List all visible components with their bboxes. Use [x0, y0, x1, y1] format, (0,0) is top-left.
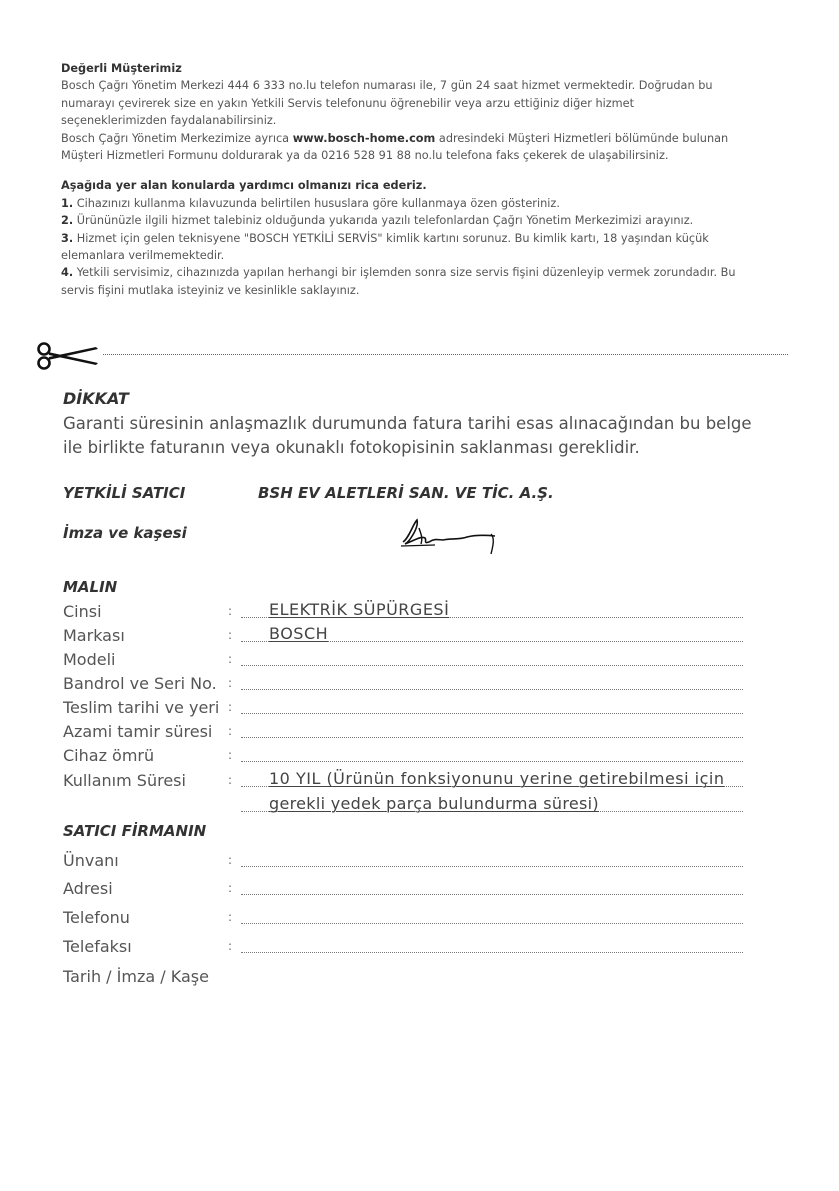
- field-label: Cihaz ömrü: [63, 746, 155, 765]
- field-blank[interactable]: [241, 761, 743, 762]
- signature: [395, 514, 505, 566]
- field-label: Adresi: [63, 879, 113, 898]
- notice-heading: Değerli Müşterimiz: [61, 62, 182, 75]
- help-item-2: 2. Ürününüzle ilgili hizmet talebiniz olduğunda yukarıda yazılı telefonlardan Çağrı Yönetim Merkezimizi arayınız.: [61, 214, 694, 228]
- field-unvani: Ünvanı :: [63, 851, 743, 875]
- field-blank[interactable]: [241, 737, 743, 738]
- field-label: Ünvanı: [63, 851, 119, 870]
- field-blank[interactable]: [241, 894, 743, 895]
- help-heading: Aşağıda yer alan konularda yardımcı olmanızı rica ederiz.: [61, 179, 427, 193]
- notice-paragraph-2: [61, 130, 739, 165]
- field-value[interactable]: 10 YIL (Ürünün fonksiyonunu yerine getirebilmesi için: [269, 769, 725, 788]
- field-label: Modeli: [63, 650, 116, 669]
- field-label: Kullanım Süresi: [63, 771, 186, 790]
- field-modeli: Modeli :: [63, 650, 743, 674]
- signature-label: İmza ve kaşesi: [63, 524, 187, 542]
- website-link[interactable]: www.bosch-home.com: [292, 131, 436, 145]
- notice-paragraph-1: Bosch Çağrı Yönetim Merkezi 444 6 333 no.lu telefon numarası ile, 7 gün 24 saat hizmet vermektedir. Doğrudan bu numarayı çevirerek size en yakın Yetkili Servis telefonunu öğrenebilir veya arzu ettiğiniz diğer hizmet seçeneklerimizden faydalanabilirsiniz.: [61, 79, 713, 128]
- firm-section-title: SATICI FİRMANIN: [63, 822, 207, 840]
- field-value[interactable]: ELEKTRİK SÜPÜRGESİ: [269, 600, 450, 619]
- date-sign-stamp-label: Tarih / İmza / Kaşe: [63, 967, 209, 986]
- field-label: Telefaksı: [63, 937, 132, 956]
- field-blank[interactable]: [241, 952, 743, 953]
- field-blank[interactable]: [241, 689, 743, 690]
- authorized-seller-label: YETKİLİ SATICI: [63, 484, 186, 502]
- field-blank[interactable]: [241, 866, 743, 867]
- notice-p2-after: adresindeki Müşteri Hizmetleri bölümünde bulunan Müşteri Hizmetleri Formunu doldurarak ya da 0216 528 91 88 no.lu telefona faks çekerek de ulaşabilirsiniz.: [61, 131, 729, 163]
- field-telefaksi: Telefaksı :: [63, 937, 743, 961]
- field-markasi: Markası : BOSCH: [63, 626, 743, 650]
- dikkat-title: DİKKAT: [63, 389, 129, 408]
- customer-notice: [61, 60, 739, 299]
- field-kullanim-suresi: Kullanım Süresi : 10 YIL (Ürünün fonksiyonunu yerine getirebilmesi için: [63, 771, 743, 795]
- field-label: Bandrol ve Seri No.: [63, 674, 217, 693]
- field-blank[interactable]: [241, 665, 743, 666]
- field-telefonu: Telefonu :: [63, 908, 743, 932]
- scissors-icon: [36, 341, 100, 371]
- field-teslim-tarihi: Teslim tarihi ve yeri :: [63, 698, 743, 722]
- field-value-continuation[interactable]: gerekli yedek parça bulundurma süresi): [269, 794, 599, 813]
- dikkat-text: Garanti süresinin anlaşmazlık durumunda fatura tarihi esas alınacağından bu belge ile birlikte faturanın veya okunaklı fotokopisinin saklanması gereklidir.: [63, 414, 752, 457]
- field-adresi: Adresi :: [63, 879, 743, 903]
- field-blank[interactable]: [241, 713, 743, 714]
- field-blank[interactable]: [241, 923, 743, 924]
- field-label: Teslim tarihi ve yeri: [63, 698, 220, 717]
- field-azami-tamir: Azami tamir süresi :: [63, 722, 743, 746]
- notice-p2-before: Bosch Çağrı Yönetim Merkezimize ayrıca: [61, 131, 293, 145]
- help-item-1: 1. Cihazınızı kullanma kılavuzunda belirtilen hususlara göre kullanmaya özen gösteriniz.: [61, 196, 560, 210]
- field-cinsi: Cinsi : ELEKTRİK SÜPÜRGESİ: [63, 602, 743, 626]
- field-kullanim-suresi-cont: [241, 796, 743, 820]
- field-bandrol-seri-no: Bandrol ve Seri No. :: [63, 674, 743, 698]
- field-label: Telefonu: [63, 908, 130, 927]
- help-item-3: 3. Hizmet için gelen teknisyene "BOSCH YETKİLİ SERVİS" kimlik kartını sorunuz. Bu kimlik kartı, 18 yaşından küçük elemanlara verilmemektedir.: [61, 231, 709, 263]
- cut-line: [103, 354, 788, 355]
- field-label: Cinsi: [63, 602, 102, 621]
- seller-name: BSH EV ALETLERİ SAN. VE TİC. A.Ş.: [258, 484, 554, 502]
- product-section-title: MALIN: [63, 578, 118, 596]
- field-cihaz-omru: Cihaz ömrü :: [63, 746, 743, 770]
- field-label: Markası: [63, 626, 125, 645]
- help-item-4: 4. Yetkili servisimiz, cihazınızda yapılan herhangi bir işlemden sonra size servis fişini düzenleyip vermek zorundadır. Bu servis fişini mutlaka isteyiniz ve kesinlikle saklayınız.: [61, 266, 736, 297]
- field-label: Azami tamir süresi: [63, 722, 213, 741]
- field-value[interactable]: BOSCH: [269, 624, 329, 643]
